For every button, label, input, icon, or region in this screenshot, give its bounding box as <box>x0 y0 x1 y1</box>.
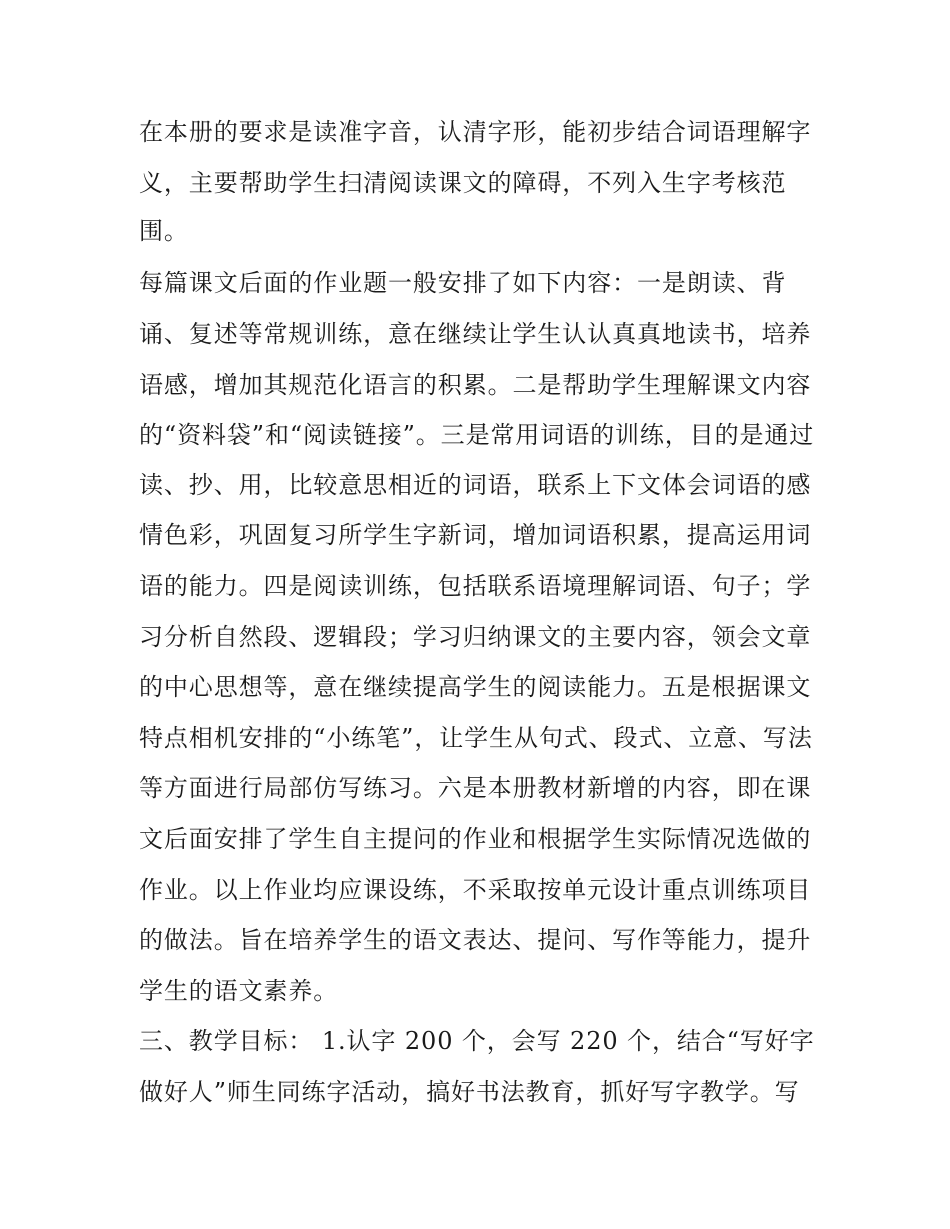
text-line: 义，主要帮助学生扫清阅读课文的障碍，不列入生字考核范 <box>139 169 787 197</box>
text-line: 习分析自然段、逻辑段；学习归纳课文的主要内容，领会文章 <box>139 623 812 651</box>
text-line: 每篇课文后面的作业题一般安排了如下内容：一是朗读、背 <box>139 269 787 297</box>
text-line: 语的能力。四是阅读训练，包括联系语境理解词语、句子；学 <box>139 572 812 600</box>
text-line: 等方面进行局部仿写练习。六是本册教材新增的内容，即在课 <box>139 774 812 802</box>
text-line: 在本册的要求是读准字音，认清字形，能初步结合词语理解字 <box>139 118 812 146</box>
text-line: 诵、复述等常规训练，意在继续让学生认认真真地读书，培养 <box>139 320 812 348</box>
text-line: 情色彩，巩固复习所学生字新词，增加词语积累，提高运用词 <box>139 521 812 549</box>
text-line: 特点相机安排的“小练笔”，让学生从句式、段式、立意、写法 <box>139 724 813 752</box>
text-line: 的做法。旨在培养学生的语文表达、提问、写作等能力，提升 <box>139 926 812 954</box>
text-line: 的“资料袋”和“阅读链接”。三是常用词语的训练，目的是通过 <box>139 421 815 449</box>
text-line: 读、抄、用，比较意思相近的词语，联系上下文体会词语的感 <box>139 471 812 499</box>
text-line: 围。 <box>139 217 189 245</box>
text-line: 作业。以上作业均应课设练，不采取按单元设计重点训练项目 <box>139 876 812 904</box>
text-line: 语感，增加其规范化语言的积累。二是帮助学生理解课文内容 <box>139 371 812 399</box>
text-line: 的中心思想等，意在继续提高学生的阅读能力。五是根据课文 <box>139 673 812 701</box>
text-line: 做好人”师生同练字活动，搞好书法教育，抓好写字教学。写 <box>139 1078 800 1106</box>
text-line: 文后面安排了学生自主提问的作业和根据学生实际情况选做的 <box>139 825 812 853</box>
text-line: 三、教学目标： 1.认字 200 个，会写 220 个，结合“写好字 <box>139 1027 815 1055</box>
text-line: 学生的语文素养。 <box>139 977 339 1005</box>
